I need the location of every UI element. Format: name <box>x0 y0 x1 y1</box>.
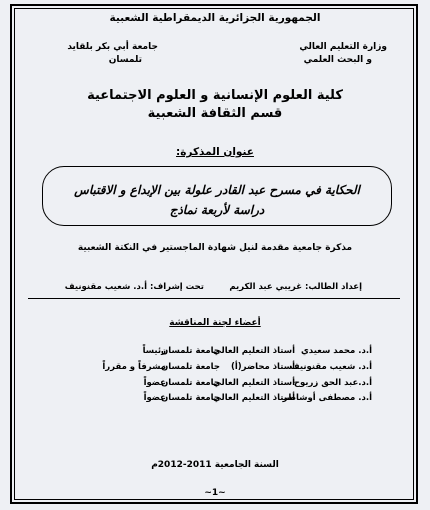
department-name: قسم الثقافة الشعبية <box>147 106 283 121</box>
member-name: أ.د. مصطفى أوشاطر <box>282 393 372 403</box>
member-university: جامعة تلمسان <box>161 346 220 356</box>
member-university: جامعة تلمسان <box>161 393 220 403</box>
page-number: ~1~ <box>204 488 226 498</box>
member-rank: أستاذ محاضر(أ) <box>230 362 295 372</box>
member-rank: أستاذ التعليم العالي <box>212 346 295 356</box>
thesis-title-label: عنوان المذكرة: <box>176 146 254 158</box>
member-name: أ.د.عبد الحق زريوح <box>293 378 372 388</box>
member-role: عضواً <box>143 393 166 403</box>
member-rank: أستاذ التعليم العالي <box>212 378 295 388</box>
separator-line <box>28 298 400 299</box>
ministry-line-1: وزارة التعليم العالي <box>299 42 387 52</box>
member-role: عضواً <box>143 378 166 388</box>
member-university: جامعة تلمسان <box>161 378 220 388</box>
member-name: أ.د. محمد سعيدي <box>301 346 372 356</box>
faculty-name: كلية العلوم الإنسانية و العلوم الاجتماعية <box>87 88 343 103</box>
academic-year: السنة الجامعية 2011-2012م <box>151 460 279 470</box>
member-name: أ.د. شعيب مقنونيف <box>289 362 372 372</box>
thesis-description: مذكرة جامعية مقدمة لنيل شهادة الماجستير في النكتة الشعبية <box>77 243 353 253</box>
member-role: مشرفاً و مقرراً <box>102 362 166 372</box>
member-university: جامعة تلمسان <box>161 362 220 372</box>
committee-heading: أعضاء لجنة المناقشة <box>169 318 261 328</box>
ministry-line-2: و البحث العلمي <box>303 55 372 65</box>
member-rank: أستاذ التعليم العالي <box>212 393 295 403</box>
member-role: رئيساً <box>142 346 166 356</box>
page-border-inner <box>14 8 414 500</box>
thesis-title-line-2: دراسة لأربعة نماذج <box>169 203 265 217</box>
student-credit: إعداد الطالب: غريبي عبد الكريم <box>229 282 362 292</box>
republic-heading: الجمهورية الجزائرية الديمقراطية الشعبية <box>109 12 321 24</box>
supervisor-credit: تحت إشراف: أ.د. شعيب مقنونيف <box>64 282 204 292</box>
thesis-title-line-1: الحكاية في مسرح عبد القادر علولة بين الإبداع و الاقتباس <box>74 183 360 197</box>
university-line-2: تلمسان <box>108 55 142 65</box>
university-line-1: جامعة أبي بكر بلقايد <box>67 42 158 52</box>
